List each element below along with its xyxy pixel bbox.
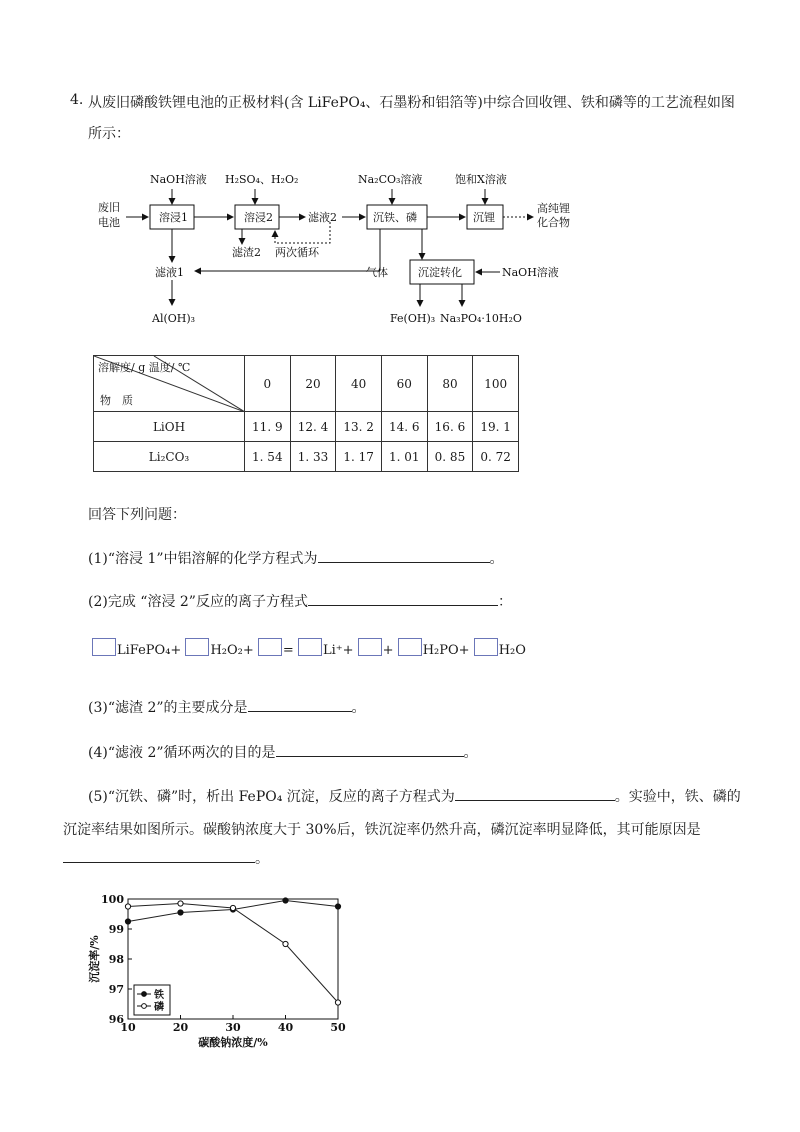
data-point-fe	[178, 910, 183, 915]
temp-100: 100	[473, 356, 519, 412]
eq-term-h2po: H₂PO+	[422, 643, 470, 658]
coefficient-box[interactable]	[474, 638, 498, 656]
legend-box	[134, 985, 170, 1015]
table-row	[94, 442, 519, 472]
h2so4-h2o2-input-label: H₂SO₄、H₂O₂	[225, 173, 299, 186]
cell: 11. 9	[245, 412, 291, 442]
eq-term-blank: +	[382, 643, 394, 658]
eq-term-h2o: H₂O	[498, 643, 526, 658]
x-tick-label: 40	[277, 1021, 294, 1034]
legend-label: 铁	[154, 990, 164, 1001]
cell: 1. 17	[336, 442, 382, 472]
answer-blank-5b[interactable]	[63, 848, 255, 863]
question-5-line3	[63, 848, 269, 868]
high-purity-li-line1: 高纯锂	[537, 202, 570, 215]
precip-convert-label: 沉淀转化	[418, 266, 462, 279]
x-tick-label: 50	[330, 1021, 346, 1034]
y-tick-label: 98	[108, 953, 124, 966]
coefficient-box[interactable]	[258, 638, 282, 656]
data-point-fe	[283, 898, 288, 903]
saturated-x-input-label: 饱和X溶液	[455, 173, 507, 186]
precipitation-rate-chart	[80, 885, 380, 1050]
question-4-text: (4)“滤液 2”循环两次的目的是	[88, 745, 276, 761]
substance-name: Li₂CO₃	[94, 442, 245, 472]
coefficient-box[interactable]	[185, 638, 209, 656]
fe-oh3-label: Fe(OH)₃	[390, 312, 436, 325]
cell: 13. 2	[336, 412, 382, 442]
filtrate1-label: 滤液1	[155, 266, 184, 279]
coefficient-box[interactable]	[298, 638, 322, 656]
question-2	[88, 591, 512, 611]
cell: 19. 1	[473, 412, 519, 442]
x-tick-label: 20	[172, 1021, 189, 1034]
precip-li-label: 沉锂	[473, 211, 495, 224]
question-2-text: (2)完成 “溶浸 2”反应的离子方程式	[88, 594, 308, 610]
solubility-table	[93, 355, 519, 472]
y-tick-label: 97	[108, 983, 124, 996]
question-4-end: 。	[463, 745, 478, 761]
start-label-line1: 废旧	[98, 201, 120, 214]
al-oh3-label: Al(OH)₃	[152, 312, 196, 325]
question-5-text-a: (5)“沉铁、磷”时，析出 FePO₄ 沉淀，反应的离子方程式为	[88, 789, 455, 805]
cell: 0. 85	[427, 442, 473, 472]
temp-20: 20	[290, 356, 336, 412]
table-header-bottom: 物 质	[100, 394, 133, 407]
precip-fe-p-label: 沉铁、磷	[373, 211, 417, 224]
table-header-top: 溶解度/ g 温度/ ℃	[98, 361, 191, 374]
cell: 16. 6	[427, 412, 473, 442]
process-flowchart	[90, 165, 590, 330]
naoh2-input-label: NaOH溶液	[502, 266, 559, 279]
x-tick-label: 30	[225, 1021, 241, 1034]
cell: 12. 4	[290, 412, 336, 442]
start-label-line2: 电池	[98, 216, 120, 229]
leach1-label: 溶浸1	[159, 211, 188, 224]
eq-term-h2o2: H₂O₂+	[210, 643, 254, 658]
coefficient-box[interactable]	[398, 638, 422, 656]
filtrate2-label: 滤液2	[308, 211, 337, 224]
legend-marker	[142, 992, 147, 997]
answer-intro: 回答下列问题：	[88, 507, 186, 523]
cycle-twice-label: 两次循环	[275, 246, 319, 259]
data-point-fe	[335, 904, 340, 909]
data-point-p	[178, 901, 183, 906]
y-tick-label: 100	[101, 893, 124, 906]
question-number: 4.	[70, 92, 84, 108]
data-point-p	[125, 904, 130, 909]
cell: 14. 6	[381, 412, 427, 442]
answer-blank-1[interactable]	[318, 548, 490, 563]
substance-name: LiOH	[94, 412, 245, 442]
temp-40: 40	[336, 356, 382, 412]
question-5-text-b: 。实验中，铁、磷的	[614, 789, 741, 805]
na2co3-input-label: Na₂CO₃溶液	[358, 173, 423, 186]
temp-80: 80	[427, 356, 473, 412]
question-5-line2: 沉淀率结果如图所示。碳酸钠浓度大于 30%后，铁沉淀率仍然升高，磷沉淀率明显降低，其可能原因是	[63, 822, 701, 838]
cell: 1. 54	[245, 442, 291, 472]
y-axis-label: 沉淀率/%	[88, 935, 101, 983]
question-4	[88, 742, 478, 762]
question-stem-line1: 从废旧磷酸铁锂电池的正极材料(含 LiFePO₄、石墨粉和铝箔等)中综合回收锂、铁和磷等的工艺流程如图	[88, 95, 735, 111]
table-diagonal-header	[94, 356, 245, 412]
data-point-p	[230, 905, 235, 910]
question-1-text: (1)“溶浸 1”中铝溶解的化学方程式为	[88, 551, 318, 567]
answer-blank-2[interactable]	[308, 591, 498, 606]
legend-marker	[142, 1004, 147, 1009]
y-tick-label: 99	[108, 923, 124, 936]
question-stem-line2: 所示：	[88, 126, 130, 142]
temp-60: 60	[381, 356, 427, 412]
answer-blank-5a[interactable]	[455, 786, 615, 801]
naoh-input-label: NaOH溶液	[150, 173, 207, 186]
table-row	[94, 412, 519, 442]
question-3	[88, 697, 366, 717]
question-5-line1	[88, 786, 741, 806]
eq-equals: =	[282, 643, 294, 658]
answer-blank-4[interactable]	[276, 742, 464, 757]
ionic-equation	[92, 638, 526, 658]
na3po4-label: Na₃PO₄·10H₂O	[440, 312, 522, 325]
leach2-label: 溶浸2	[244, 211, 273, 224]
coefficient-box[interactable]	[358, 638, 382, 656]
high-purity-li-line2: 化合物	[537, 216, 570, 229]
data-point-p	[335, 1000, 340, 1005]
cell: 1. 01	[381, 442, 427, 472]
coefficient-box[interactable]	[92, 638, 116, 656]
answer-blank-3[interactable]	[248, 697, 352, 712]
question-3-end: 。	[351, 700, 366, 716]
data-point-p	[283, 941, 288, 946]
eq-term-li: Li⁺+	[322, 643, 354, 658]
legend-label: 磷	[154, 1002, 164, 1013]
question-1	[88, 548, 504, 568]
question-5-end: 。	[255, 851, 269, 867]
x-tick-label: 10	[120, 1021, 136, 1034]
data-point-fe	[125, 919, 130, 924]
residue2-label: 滤渣2	[232, 246, 261, 259]
y-tick-label: 96	[108, 1013, 124, 1026]
temp-0: 0	[245, 356, 291, 412]
question-2-end: ：	[497, 594, 512, 610]
cell: 0. 72	[473, 442, 519, 472]
x-axis-label: 碳酸钠浓度/%	[198, 1036, 268, 1049]
question-1-end: 。	[489, 551, 504, 567]
gas-label: 气体	[366, 266, 388, 279]
cell: 1. 33	[290, 442, 336, 472]
eq-term-lifepo4: LiFePO₄+	[117, 643, 182, 658]
question-3-text: (3)“滤渣 2”的主要成分是	[88, 700, 248, 716]
